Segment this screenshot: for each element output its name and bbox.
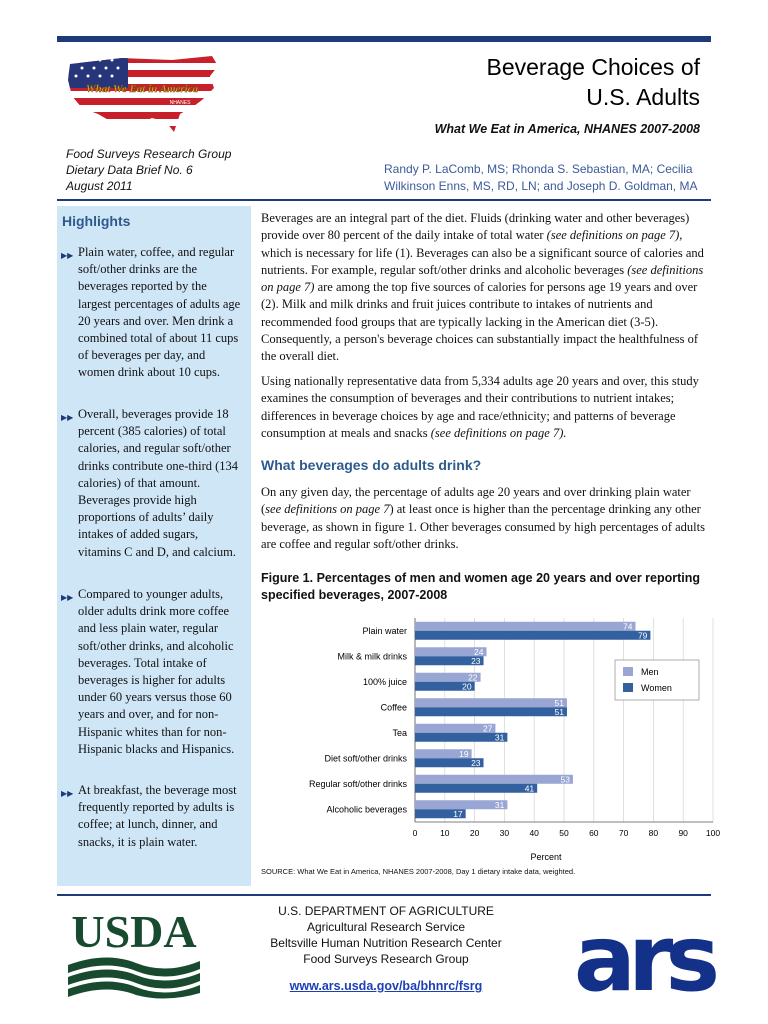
highlight-item [61,406,241,561]
intro-text: are among the top five sources of calories for persons age 19 years and over (2). Milk and milk drinks and fruit juices contribute to intakes of nutrients and recommended food groups that are typically lacking in the American diet (3-5). Consequently, a person's beverage choices can substantially impact the healthfulness of the overall diet. [261,280,699,364]
ars-logo [572,905,714,1012]
section-definitions-ref: see definitions on page 7 [265,502,390,517]
intro-definitions-ref: (see definitions on page 7) [546,228,680,243]
category-label: 100% juice [362,676,407,687]
title-line-2: U.S. Adults [586,84,700,110]
data-label: 17 [453,808,463,819]
page-subtitle: What We Eat in America, NHANES 2007-2008 [434,122,700,136]
bullet-icon: ▶▶ [61,593,74,602]
bar-women [415,631,650,640]
footer-department [240,903,532,967]
category-label: Milk & milk drinks [337,651,407,662]
data-label: 23 [471,655,481,666]
usda-logo [66,903,202,1003]
authors [384,161,718,195]
title-line-1: Beverage Choices of [486,54,700,80]
intro-definitions-ref: (see definitions on page 7) [261,262,704,295]
brief-number: Dietary Data Brief No. 6 [66,163,193,177]
category-label: Diet soft/other drinks [324,753,407,764]
data-label: 51 [554,697,564,708]
brief-info [66,146,266,194]
data-label: 31 [494,732,505,743]
figure-title: Figure 1. Percentages of men and women age 20 years and over reporting specified beverages, 2007-2008 [261,571,701,602]
bullet-icon: ▶▶ [61,413,74,422]
category-label: Plain water [362,625,407,636]
wweia-logo [62,52,220,140]
dept-name: U.S. DEPARTMENT OF AGRICULTURE [278,904,494,918]
logo-subtext: NHANES [169,100,191,106]
data-label: 31 [494,799,505,810]
highlight-text: Plain water, coffee, and regular soft/other drinks are the beverages reported by the largest percentages of adults age 20 years and over. Men drink a combined total of about 11 cups of beverages per day, and women drink about 10 cups. [78,245,241,380]
tick-label: 20 [469,828,480,838]
authors-line-1: Randy P. LaComb, MS; Rhonda S. Sebastian, MA; Cecilia [384,162,693,176]
ars-logo-text: ars [573,905,713,1012]
beverage-bar-chart [261,614,721,870]
intro-paragraph [261,210,713,366]
service-name: Agricultural Research Service [306,920,466,934]
category-label: Coffee [380,702,407,713]
x-axis-title: Percent [530,852,562,862]
legend-box [615,660,699,700]
intro-text: , which is necessary for life (1). Beverages can also be a significant source of calories and nutrients. For example, regular soft/other drinks and alcoholic beverages [261,228,704,277]
tick-label: 60 [589,828,599,838]
data-label: 22 [468,672,478,683]
bullet-icon: ▶▶ [61,251,74,260]
bullet-icon: ▶▶ [61,789,74,798]
category-label: Regular soft/other drinks [308,778,407,789]
category-label: Tea [392,727,407,738]
group-name-footer: Food Surveys Research Group [303,952,469,966]
bar-men [415,775,573,784]
bar-women [415,784,537,793]
website-link[interactable]: www.ars.usda.gov/ba/bhnrc/fsrg [289,979,483,993]
tick-label: 0 [412,828,418,838]
data-label: 23 [471,757,481,768]
tick-label: 40 [529,828,539,838]
section-text: ) at least once is higher than the percentage drinking any other beverage, as shown in figure 1. Other beverages consumed by high percentages of adults are coffee and regular soft/other drinks. [261,502,705,551]
tick-label: 80 [648,828,659,838]
section-paragraph [261,484,713,553]
legend-swatch-men [623,667,633,676]
tick-label: 90 [678,828,688,838]
highlight-item [61,586,241,758]
top-rule [57,36,711,42]
bar-women [415,733,507,742]
brief-date: August 2011 [66,179,133,193]
data-label: 19 [459,748,469,759]
study-text: Using nationally representative data from 5,334 adults age 20 years and over, this study examines the consumption of beverages and their contributions to nutrient intakes; differences in beverage choices by age and race/ethnicity; and patterns of beverage consumption at meals and snacks [261,374,699,440]
logo-text: What We Eat in America [85,83,199,95]
highlight-text: Overall, beverages provide 18 percent (385 calories) of total calories, and regular soft/other drinks contribute one-third (134 calories) of that amount. Beverages provide high proportions of adults’ daily intakes of added sugars, vitamins C and D, and calcium. [78,407,239,559]
header-rule [57,199,711,201]
page-title [370,52,700,112]
highlight-text: Compared to younger adults, older adults drink more coffee and less plain water, regular soft/other drinks, and alcoholic beverages. Total intake of beverages is higher for adults under 60 years versus those 60 years and over, and for non-Hispanic whites than for non-Hispanic blacks and Hispanics. [78,587,235,756]
legend-label: Women [641,683,672,693]
category-label: Alcoholic beverages [326,804,407,815]
highlight-item [61,782,241,851]
section-heading: What beverages do adults drink? [261,457,482,473]
highlight-text: At breakfast, the beverage most frequently reported by adults is coffee; at lunch, dinner, and snacks, it is plain water. [78,783,237,849]
tick-label: 70 [618,828,629,838]
group-name: Food Surveys Research Group [66,147,232,161]
data-label: 79 [637,630,648,641]
highlights-heading: Highlights [62,213,131,229]
bar-men [415,622,636,631]
legend-swatch-women [623,683,633,692]
authors-line-2: Wilkinson Enns, MS, RD, LN; and Joseph D. Goldman, MA [384,179,698,193]
tick-label: 100 [705,828,721,838]
study-paragraph [261,373,713,442]
figure-source: SOURCE: What We Eat in America, NHANES 2007-2008, Day 1 dietary intake data, weighted. [261,867,576,876]
legend-label: Men [641,667,659,677]
data-label: 24 [474,646,484,657]
tick-label: 50 [559,828,569,838]
bar-women [415,707,567,716]
footer-rule [57,894,711,896]
data-label: 27 [482,723,493,734]
study-definitions-ref: (see definitions on page 7). [430,425,567,440]
intro-text: Beverages are an integral part of the diet. Fluids (drinking water and other beverages) provide over 80 percent of the daily intake of total water [261,211,690,243]
data-label: 74 [623,621,633,632]
data-label: 51 [554,706,564,717]
bar-men [415,698,567,707]
section-text: On any given day, the percentage of adults age 20 years and over drinking plain water ( [261,485,691,517]
tick-label: 10 [440,828,450,838]
highlights-sidebar [57,206,251,886]
center-name: Beltsville Human Nutrition Research Center [270,936,502,950]
data-label: 20 [462,681,472,692]
highlight-item [61,244,241,382]
data-label: 53 [560,774,570,785]
usda-logo-text: USDA [71,906,197,957]
data-label: 41 [524,783,535,794]
tick-label: 30 [499,828,510,838]
